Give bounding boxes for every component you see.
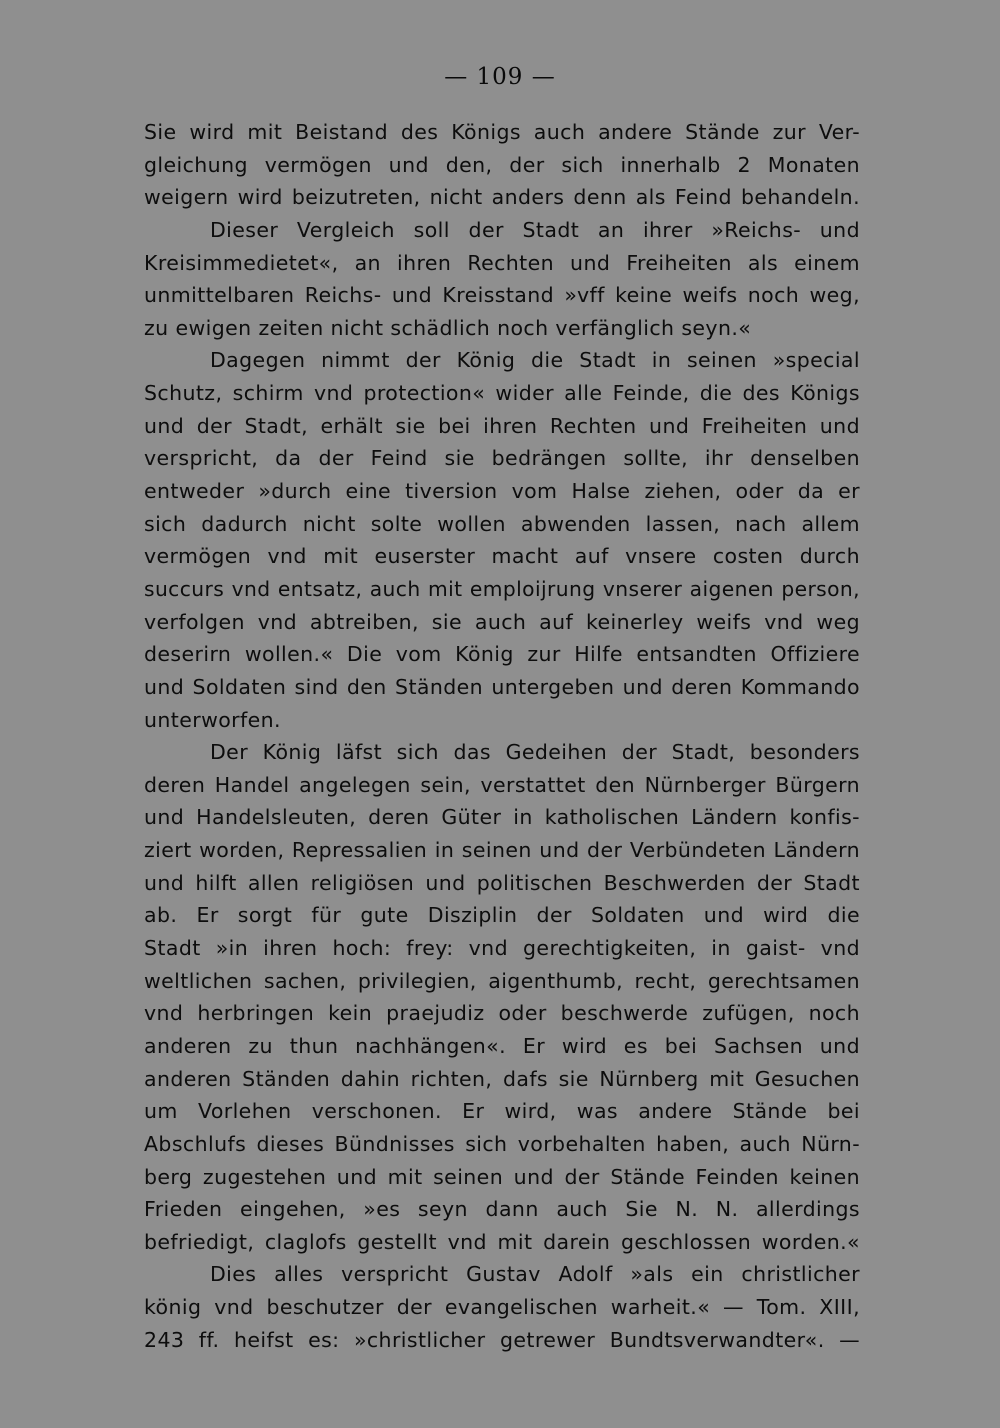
text-line: ab. Er sorgt für gute Disziplin der Soldaten und wird die: [144, 903, 860, 928]
text-line: Abschlufs dieses Bündnisses sich vorbehalten haben, auch Nürn-: [144, 1131, 860, 1156]
text-line: berg zugestehen und mit seinen und der Stände Feinden keinen: [144, 1164, 860, 1189]
text-line: Kreisimmedietet«, an ihren Rechten und Freiheiten als einem: [144, 250, 860, 275]
text-line: vermögen vnd mit euserster macht auf vnsere costen durch: [144, 544, 860, 569]
text-line: weigern wird beizutreten, nicht anders denn als Feind behandeln.: [144, 185, 860, 210]
text-line: entweder »durch eine tiversion vom Halse ziehen, oder da er: [144, 479, 860, 504]
text-line: Der König läfst sich das Gedeihen der Stadt, besonders: [210, 740, 860, 765]
text-line: unmittelbaren Reichs- und Kreisstand »vff keine weifs noch weg,: [144, 283, 860, 308]
text-line: befriedigt, claglofs gestellt vnd mit darein geschlossen worden.«: [144, 1229, 860, 1254]
text-line: anderen zu thun nachhängen«. Er wird es bei Sachsen und: [144, 1033, 860, 1058]
text-line: sich dadurch nicht solte wollen abwenden lassen, nach allem: [144, 511, 860, 536]
text-line: und Soldaten sind den Ständen untergeben und deren Kommando: [144, 674, 860, 699]
text-line: Stadt »in ihren hoch: frey: vnd gerechtigkeiten, in gaist- vnd: [144, 936, 860, 961]
text-line: verspricht, da der Feind sie bedrängen sollte, ihr denselben: [144, 446, 860, 471]
text-line: deserirn wollen.« Die vom König zur Hilfe entsandten Offiziere: [144, 642, 860, 667]
text-line: Schutz, schirm vnd protection« wider alle Feinde, die des Königs: [144, 381, 860, 406]
text-line: Dieser Vergleich soll der Stadt an ihrer »Reichs- und: [210, 217, 860, 242]
text-line: anderen Ständen dahin richten, dafs sie Nürnberg mit Gesuchen: [144, 1066, 860, 1091]
text-line: weltlichen sachen, privilegien, aigenthumb, recht, gerechtsamen: [144, 968, 860, 993]
text-line: unterworfen.: [144, 707, 281, 732]
text-line: und hilft allen religiösen und politischen Beschwerden der Stadt: [144, 870, 860, 895]
text-line: zu ewigen zeiten nicht schädlich noch verfänglich seyn.«: [144, 315, 752, 340]
text-line: Sie wird mit Beistand des Königs auch andere Stände zur Ver-: [144, 120, 860, 144]
text-line: Frieden eingehen, »es seyn dann auch Sie N. N. allerdings: [144, 1197, 860, 1222]
text-line: könig vnd beschutzer der evangelischen warheit.« — Tom. XIII,: [144, 1295, 860, 1320]
text-line: 243 ff. heifst es: »christlicher getrewer Bundtsverwandter«. —: [144, 1327, 860, 1352]
text-line: ziert worden, Repressalien in seinen und der Verbündeten Ländern: [144, 838, 860, 863]
text-line: vnd herbringen kein praejudiz oder beschwerde zufügen, noch: [144, 1001, 860, 1026]
text-line: succurs vnd entsatz, auch mit emploijrung vnserer aigenen person,: [144, 576, 860, 601]
page-number: — 109 —: [444, 64, 556, 90]
text-line: Dagegen nimmt der König die Stadt in seinen »special: [210, 348, 860, 373]
text-line: verfolgen vnd abtreiben, sie auch auf keinerley weifs vnd weg: [144, 609, 860, 634]
text-line: um Vorlehen verschonen. Er wird, was andere Stände bei: [144, 1099, 860, 1124]
text-line: deren Handel angelegen sein, verstattet den Nürnberger Bürgern: [144, 772, 860, 797]
text-line: und der Stadt, erhält sie bei ihren Rechten und Freiheiten und: [144, 413, 860, 438]
text-line: gleichung vermögen und den, der sich innerhalb 2 Monaten: [144, 152, 860, 177]
body-text: [144, 116, 860, 1356]
text-line: und Handelsleuten, deren Güter in katholischen Ländern konfis-: [144, 805, 860, 830]
text-line: Dies alles verspricht Gustav Adolf »als ein christlicher: [210, 1262, 860, 1287]
